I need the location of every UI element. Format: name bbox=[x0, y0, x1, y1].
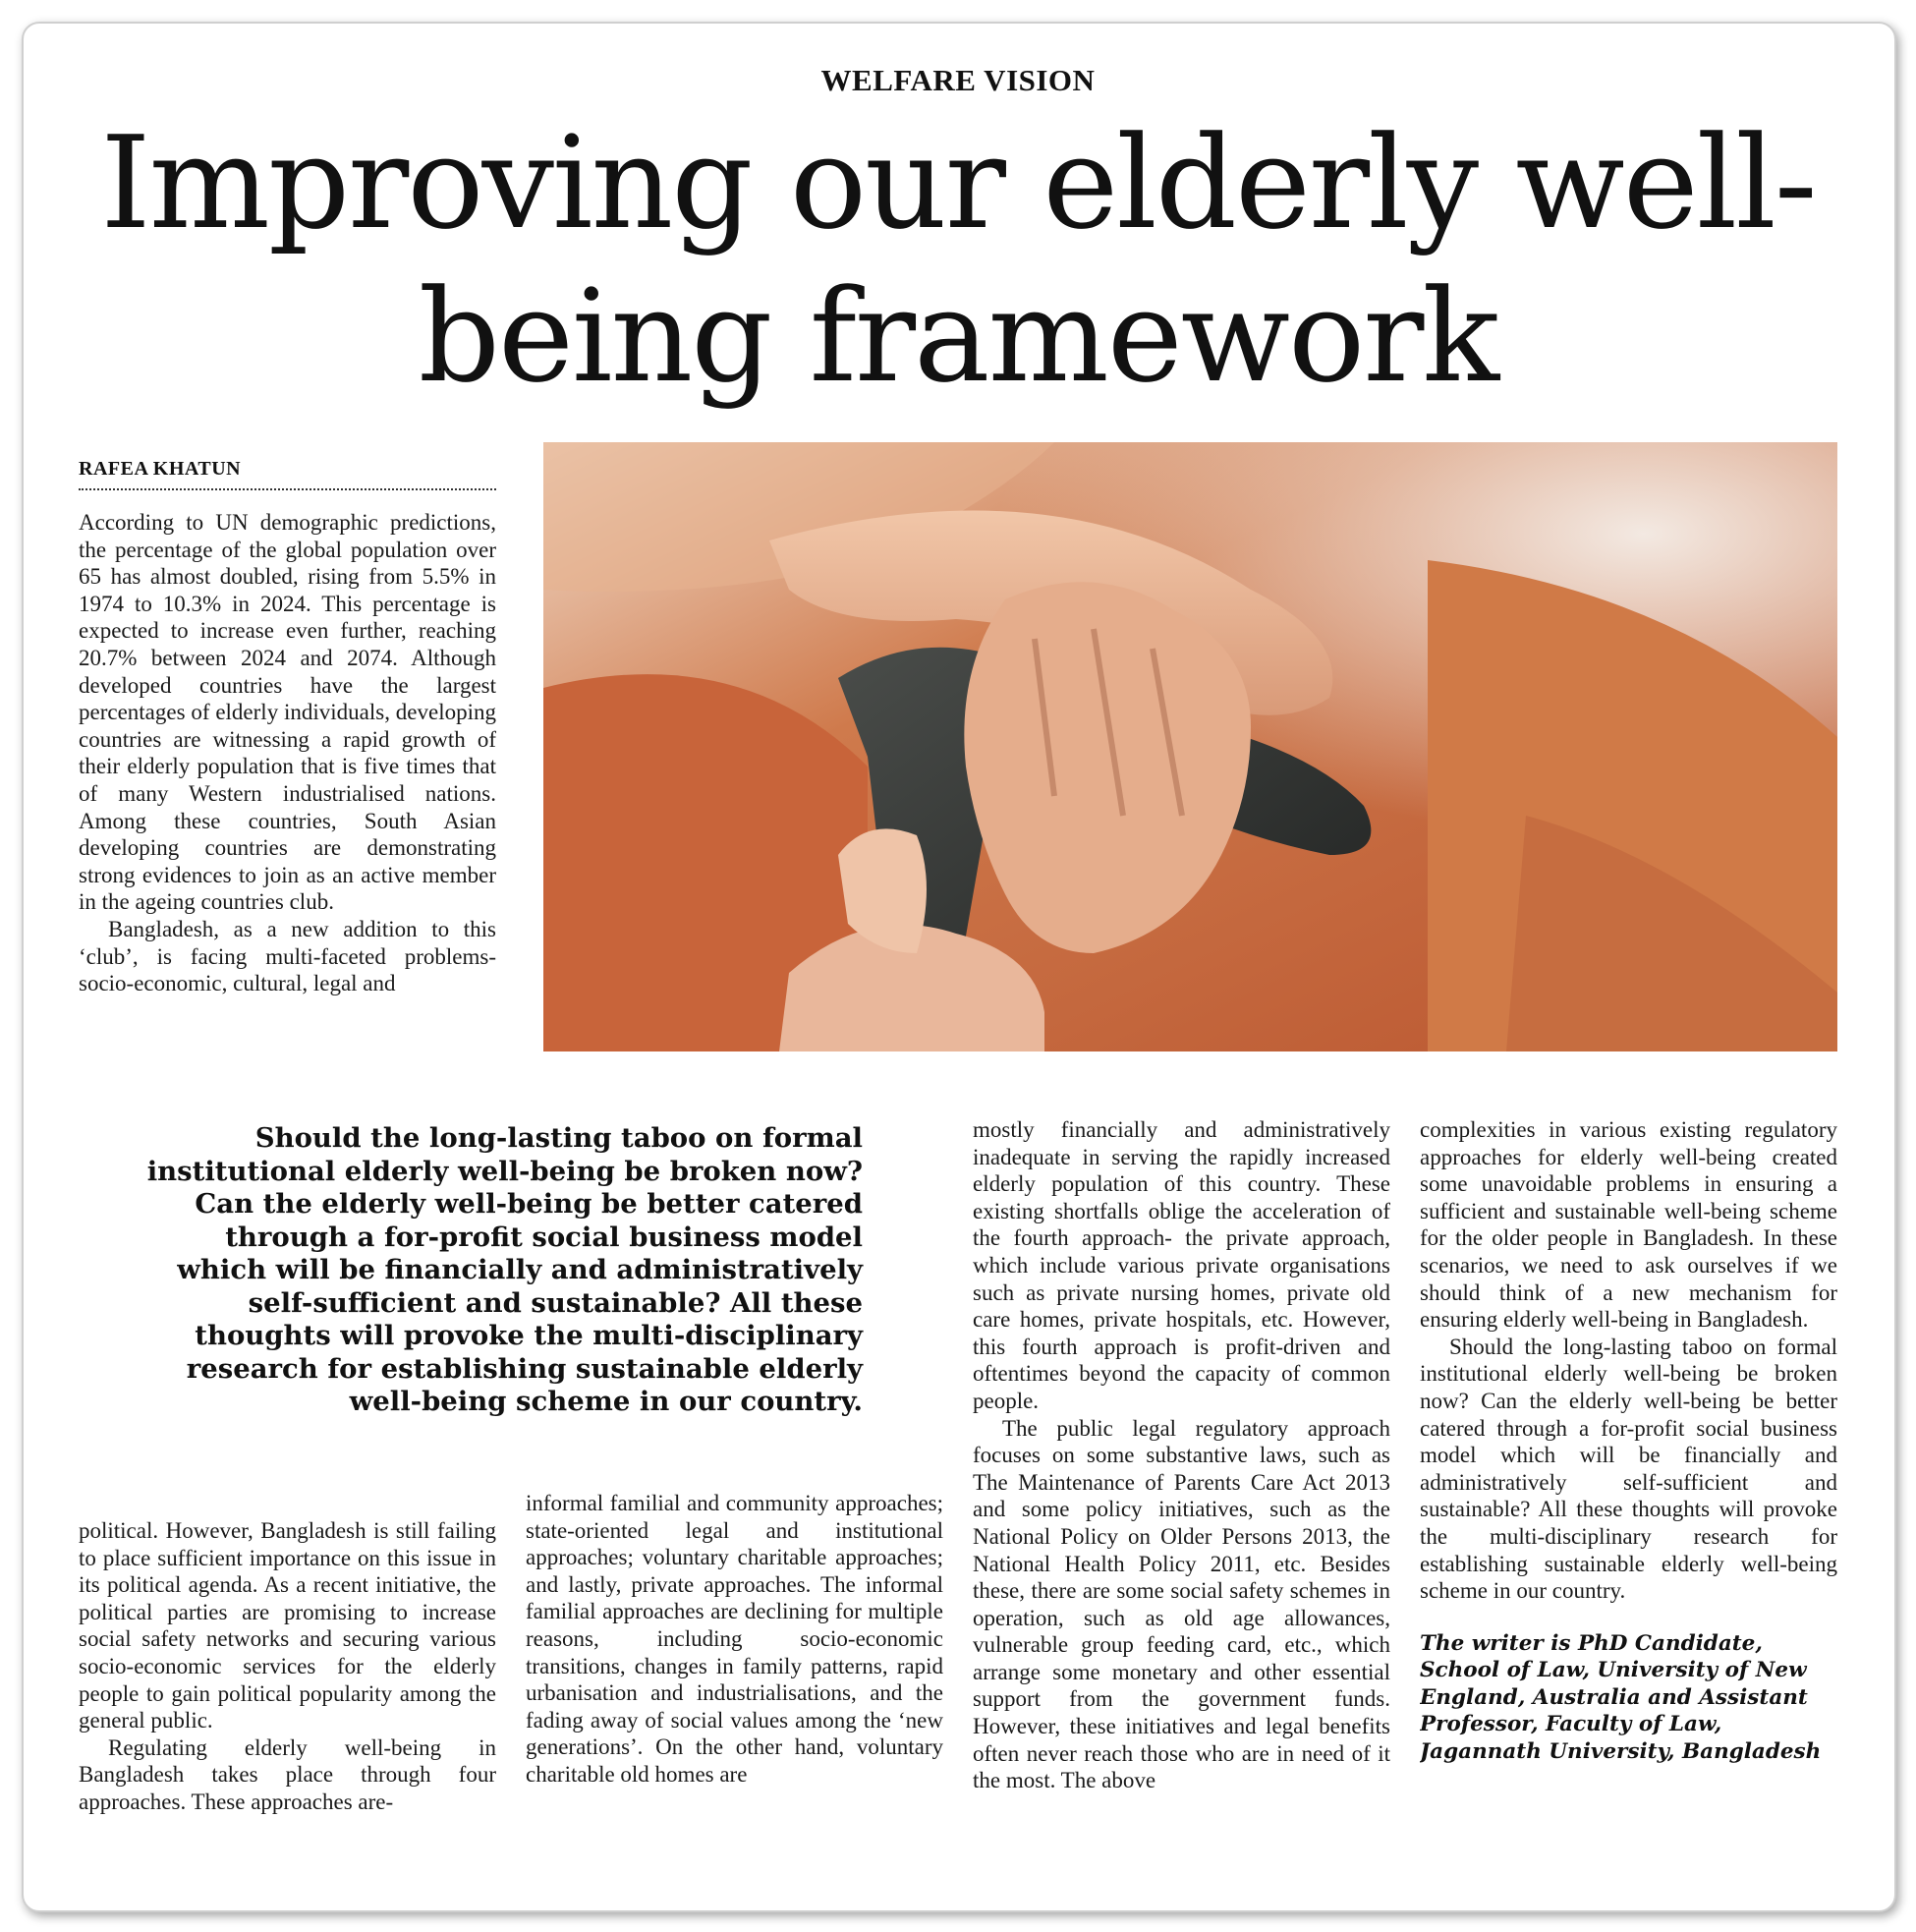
pull-quote: Should the long-lasting taboo on formal institutional elderly well-being be broken now? Can the elderly well-being be better catered through a for-profit social business model which will be financially and administratively self-sufficient and sustainable? All these thoughts will provoke the multi-disciplinary research for establishing sustainable elderly well-being scheme in our country. bbox=[146, 1122, 863, 1417]
paragraph: political. However, Bangladesh is still failing to place sufficient importance on this issue in its political agenda. As a recent initiative, the political parties are promising to increase social safety networks and securing various socio-economic services for the elderly people to gain political popularity among the general public. bbox=[79, 1518, 496, 1733]
paragraph: Regulating elderly well-being in Bangladesh takes place through four approaches. These approaches are- bbox=[79, 1734, 496, 1814]
column-1-top bbox=[79, 509, 496, 1057]
column-4 bbox=[1420, 1116, 1837, 1853]
writer-note: The writer is PhD Candidate, School of Law, University of New England, Australia and Assistant Professor, Faculty of Law, Jagannath University, Bangladesh bbox=[1420, 1630, 1822, 1765]
section-kicker: WELFARE VISION bbox=[820, 63, 1096, 97]
article-photo bbox=[543, 442, 1837, 1051]
column-2 bbox=[526, 1490, 943, 1853]
paragraph: Should the long-lasting taboo on formal institutional elderly well-being be broken now? Can the elderly well-being be better catered through a for-profit social business model which will be financially and administratively self-sufficient and sustainable? All these thoughts will provoke the multi-disciplinary research for establishing sustainable elderly well-being scheme in our country. bbox=[1420, 1334, 1837, 1604]
column-3 bbox=[973, 1116, 1390, 1853]
paragraph: The public legal regulatory approach focuses on some substantive laws, such as The Maintenance of Parents Care Act 2013 and some policy initiatives, such as the National Policy on Older Persons 2013, the National Health Policy 2011, etc. Besides these, there are some social safety schemes in operation, such as old age allowances, vulnerable group feeding card, etc., which arrange some monetary and other essential support from the government funds. However, these initiatives and legal benefits often never reach those who are in need of it the most. The above bbox=[973, 1415, 1390, 1793]
paragraph: Bangladesh, as a new addition to this ‘club’, is facing multi-faceted problems- socio-economic, cultural, legal and bbox=[79, 916, 496, 996]
paragraph: informal familial and community approaches; state-oriented legal and institutional approaches; voluntary charitable approaches; and lastly, private approaches. The informal familial approaches are declining for multiple reasons, including socio-economic transitions, changes in family patterns, rapid urbanisation and industrialisations, and the fading away of social values among the ‘new generations’. On the other hand, voluntary charitable old homes are bbox=[526, 1491, 943, 1787]
paragraph: complexities in various existing regulatory approaches for elderly well-being created some unavoidable problems in ensuring a sufficient and sustainable well-being scheme for the older people in Bangladesh. In these scenarios, we need to ask ourselves if we should think of a new mechanism for ensuring elderly well-being in Bangladesh. bbox=[1420, 1117, 1837, 1333]
byline: RAFEA KHATUN bbox=[79, 458, 496, 490]
headline: Improving our elderly well-being framework bbox=[100, 108, 1816, 411]
column-1-bottom bbox=[79, 1517, 496, 1851]
paragraph: mostly financially and administratively inadequate in serving the rapidly increased elderly population of this country. These existing shortfalls oblige the acceleration of the fourth approach- the private approach, which include various private organisations such as private nursing homes, private old care homes, private hospitals, etc. However, this fourth approach is profit-driven and oftentimes beyond the capacity of common people. bbox=[973, 1117, 1390, 1413]
paragraph: According to UN demographic predictions, the percentage of the global population over 65 has almost doubled, rising from 5.5% in 1974 to 10.3% in 2024. This percentage is expected to increase even further, reaching 20.7% between 2024 and 2074. Although developed countries have the largest percentages of elderly individuals, developing countries are witnessing a rapid growth of their elderly population that is five times that of many Western industrialised nations. Among these countries, South Asian developing countries are demonstrating strong evidences to join as an active member in the ageing countries club. bbox=[79, 510, 496, 915]
